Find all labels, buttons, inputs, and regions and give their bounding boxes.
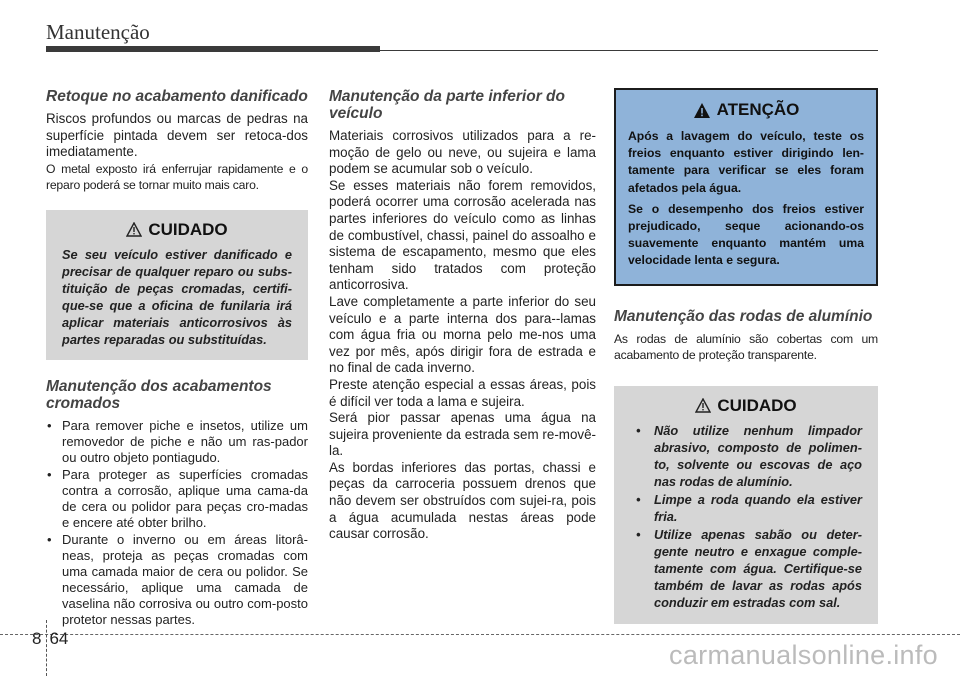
header-rule-thin xyxy=(380,50,878,51)
section-heading-retoque: Retoque no acabamento danificado xyxy=(46,88,308,105)
list-item: • Para remover piche e insetos, utilize um removedor de piche e não um ras-pador ou outro objeto pontiagudo. xyxy=(46,418,308,466)
paragraph: Lave completamente a parte inferior do seu veículo e a parte interna dos para--lamas com água fria ou morna pelo me-nos uma vez por mês, após dirigir fora de estrada e no final de cada inverno. xyxy=(329,293,596,376)
warning-title xyxy=(628,100,864,120)
warning-box-brakes xyxy=(614,88,878,286)
rodas-text: As rodas de alumínio são cobertas com um acabamento de proteção transparente. xyxy=(614,331,878,363)
paragraph: As bordas inferiores das portas, chassi e peças da carroceria possuem drenos que não devem ser obstruídos com sujei-ra, pois a água acumulada nestas áreas pode causar corrosão. xyxy=(329,459,596,542)
warning-text-2: Se o desempenho dos freios estiver prejudicado, seque acionando-os suavemente enquanto mantém uma velocidade lenta e segura. xyxy=(628,201,864,268)
caution-list xyxy=(630,422,862,611)
caution-box-wheels xyxy=(614,386,878,624)
paragraph: Preste atenção especial a essas áreas, pois é difícil ver toda a lama e sujeira. xyxy=(329,376,596,409)
footer-dashed-rule xyxy=(0,634,960,635)
caution-text: Se seu veículo estiver danificado e precisar de qualquer reparo ou subs-tituição de peças cromadas, certifi-que-se que a oficina de funilaria irá aplicar materiais anticorrosivos às partes reparadas ou substituídas. xyxy=(62,246,292,347)
warning-triangle-icon xyxy=(695,398,711,413)
caution-box-chrome xyxy=(46,210,308,360)
watermark-text: carmanualsonline.info xyxy=(669,640,938,670)
warning-text-1: Após a lavagem do veículo, teste os freios enquanto estiver dirigindo len-tamente para verificar se eles foram afetados pela água. xyxy=(628,129,864,195)
warning-title-label: ATENÇÃO xyxy=(716,100,800,119)
caution-title xyxy=(630,396,862,416)
cromados-list xyxy=(46,418,308,628)
paragraph: Se esses materiais não forem removidos, poderá ocorrer uma corrosão acelerada nas partes inferiores do veículo como as linhas de combustível, chassi, painel do assoalho e sistema de escapamento, mesmo que eles tenham sido tratados com proteção anticorrosiva. xyxy=(329,177,596,293)
column-right xyxy=(614,88,878,642)
list-item: • Limpe a roda quando ela estiver fria. xyxy=(630,491,862,525)
list-item: • Não utilize nenhum limpador abrasivo, composto de polimen-to, solvente ou escovas de aço nas rodas de alumínio. xyxy=(630,422,862,490)
paragraph: Materiais corrosivos utilizados para a re-moção de gelo ou neve, ou sujeira e lama podem se acumular sob o veículo. xyxy=(329,128,596,177)
list-item: • Para proteger as superfícies cromadas contra a corrosão, aplique uma cama-da de cera ou polidor para peças cro-madas e encere até obter brilho. xyxy=(46,467,308,531)
list-item: • Durante o inverno ou em áreas litorâ-neas, proteja as peças cromadas com uma camada maior de cera ou polidor. Se necessário, aplique uma camada de vaselina não corrosiva ou outro com-posto protetor nessas partes. xyxy=(46,532,308,628)
caution-title-label: CUIDADO xyxy=(717,395,797,415)
list-item: • Utilize apenas sabão ou deter-gente neutro e enxague comple-tamente com água. Certifique-se também de lavar as rodas após conduzir em estradas com sal. xyxy=(630,526,862,611)
caution-title xyxy=(62,220,292,240)
retoque-text-1: Riscos profundos ou marcas de pedras na superfície pintada devem ser retoca-dos imediatamente. xyxy=(46,111,308,160)
page-header-title: Manutenção xyxy=(46,20,150,44)
section-heading-inferior: Manutenção da parte inferior do veículo xyxy=(329,88,565,122)
page-number-value: 64 xyxy=(49,629,69,648)
section-heading-cromados: Manutenção dos acabamentos cromados xyxy=(46,377,272,412)
retoque-text-2: O metal exposto irá enferrujar rapidamente e o reparo poderá se tornar muito mais caro. xyxy=(46,161,308,193)
warning-triangle-icon xyxy=(126,222,142,237)
header-rule-thick xyxy=(46,46,380,52)
column-left xyxy=(46,88,308,629)
caution-title-label: CUIDADO xyxy=(148,219,228,239)
page-number xyxy=(32,629,68,649)
section-heading-rodas: Manutenção das rodas de alumínio xyxy=(614,307,873,325)
column-middle xyxy=(329,88,596,543)
chapter-number: 8 xyxy=(32,629,42,648)
warning-triangle-icon xyxy=(693,102,711,119)
paragraph: Será pior passar apenas uma água na sujeira proveniente da estrada sem re-movê-la. xyxy=(329,410,596,459)
